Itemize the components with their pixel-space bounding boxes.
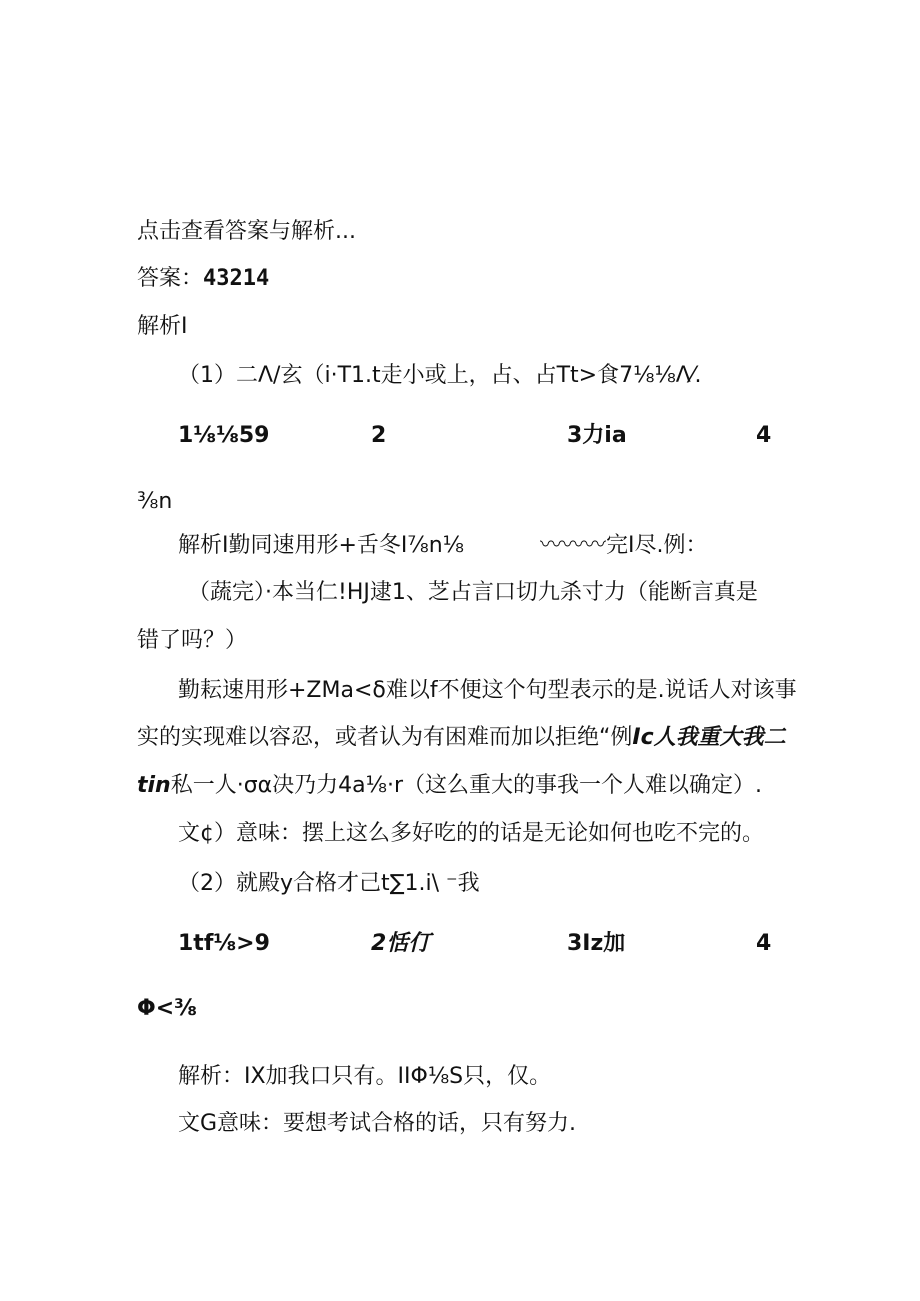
q2-meaning: 文G意味：要想考试合格的话，只有努力. — [178, 1111, 577, 1136]
q1-example: （蔬完）·本当仁!HJ逮1、芝占言口切九杀寸力（能断言真是 — [188, 580, 758, 605]
q1-option-4: 4 — [756, 423, 772, 448]
q1-meaning: 文¢）意味：摆上这么多好吃的的话是无论如何也吃不完的。 — [178, 821, 764, 846]
q1-example-japanese-cont: tin — [137, 773, 171, 798]
analysis-heading: 解析I — [137, 314, 188, 339]
q2-option-overflow: Φ<⅜ — [137, 996, 197, 1021]
q2-option-3: 3Iz加 — [567, 931, 626, 956]
q1-analysis: 解析I勤同速用形+舌冬I⅞n⅛ — [178, 533, 465, 558]
q1-explanation-1: 勤耘速用形+ZMa<δ难以f不便这个句型表示的是.说话人对该事 — [178, 678, 797, 703]
q1-example-japanese: Ic人我重大我二 — [632, 725, 786, 750]
q1-option-1: 1⅛⅛59 — [178, 423, 270, 448]
q1-explanation-3 — [137, 771, 762, 801]
q1-example-continued: 错了吗？） — [137, 628, 248, 653]
view-answer-link[interactable]: 点击查看答案与解析... — [137, 219, 356, 244]
answer-row — [137, 264, 269, 294]
answer-value: 43214 — [203, 266, 270, 291]
q1-option-3: 3力ia — [567, 423, 627, 448]
q1-explanation-2 — [137, 723, 786, 753]
q2-prompt: （2）就殿y合格才己t∑1.i\ ⁻我 — [178, 871, 480, 896]
q2-option-1: 1tf⅛>9 — [178, 931, 270, 956]
q1-explanation-2-text: 实的实现难以容忍，或者认为有困难而加以拒绝“例 — [137, 725, 633, 750]
q2-option-2: 2恬仃 — [371, 931, 431, 956]
q1-analysis-tail: 〰〰〰完I尽.例： — [540, 533, 708, 558]
q1-option-2: 2 — [371, 423, 387, 448]
q2-analysis: 解析：IX加我口只有。IIΦ⅛S只，仅。 — [178, 1064, 552, 1089]
q2-option-4: 4 — [756, 931, 772, 956]
q1-prompt: （1）二Λ/玄（i·T1.t走小或上，占、占Tt>食7⅛⅛Λ⁄. — [178, 363, 702, 388]
q1-explanation-3-text: 私一人·σα决乃力4a⅛·r（这么重大的事我一个人难以确定）. — [170, 773, 763, 798]
answer-label: 答案： — [137, 266, 204, 291]
q1-option-overflow: ⅜n — [137, 489, 173, 514]
